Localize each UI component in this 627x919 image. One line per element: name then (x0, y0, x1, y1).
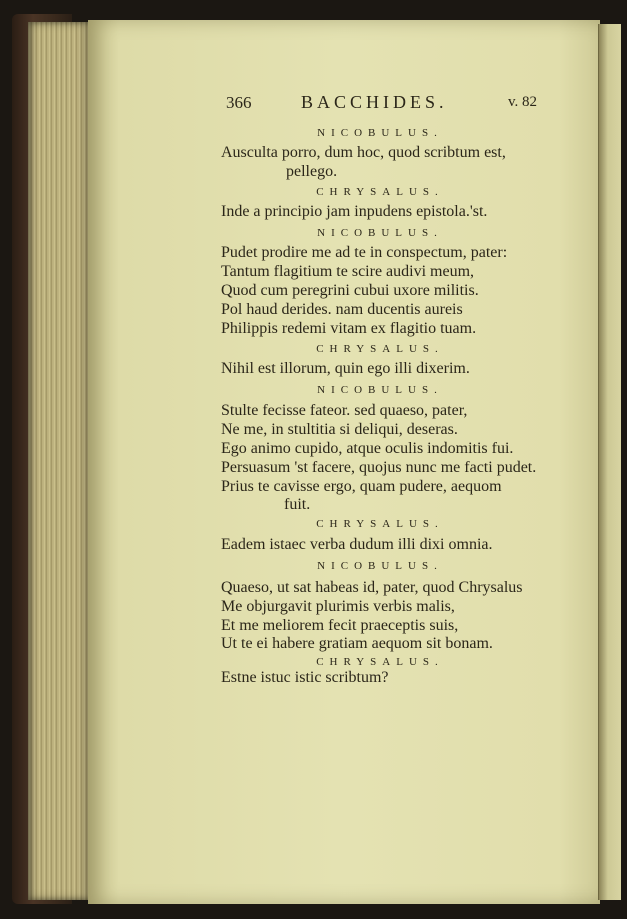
speaker-heading: CHRYSALUS. (316, 186, 444, 198)
facing-page-edge (598, 24, 621, 900)
verse-reference: v. 82 (508, 94, 538, 110)
verse-line: Quaeso, ut sat habeas id, pater, quod Chrysalus (221, 579, 523, 596)
verse-line: Estne istuc istic scribtum? (221, 669, 389, 686)
verse-line: Ausculta porro, dum hoc, quod scribtum est, (221, 144, 506, 161)
verse-line: Philippis redemi vitam ex flagitio tuam. (221, 320, 477, 337)
verse-line: Ne me, in stultitia si deliqui, deseras. (221, 421, 458, 438)
page-edges (28, 22, 92, 900)
verse-line: Stulte fecisse fateor. sed quaeso, pater, (221, 402, 468, 419)
speaker-heading: NICOBULUS. (317, 227, 443, 239)
verse-line: Pol haud derides. nam ducentis aureis (221, 301, 463, 318)
verse-line: Quod cum peregrini cubui uxore militis. (221, 282, 479, 299)
speaker-heading: CHRYSALUS. (316, 656, 444, 668)
speaker-heading: NICOBULUS. (317, 127, 443, 139)
speaker-heading: NICOBULUS. (317, 560, 443, 572)
verse-line: Eadem istaec verba dudum illi dixi omnia. (221, 536, 493, 553)
speaker-heading: CHRYSALUS. (316, 343, 444, 355)
speaker-heading: NICOBULUS. (317, 384, 443, 396)
speaker-heading: CHRYSALUS. (316, 518, 444, 530)
verse-line: Tantum flagitium te scire audivi meum, (221, 263, 475, 280)
verse-line: Inde a principio jam inpudens epistola.'st. (221, 203, 488, 220)
verse-line: Et me meliorem fecit praeceptis suis, (221, 617, 459, 634)
verse-line: Persuasum 'st facere, quojus nunc me facti pudet. (221, 459, 537, 476)
verse-line: Prius te cavisse ergo, quam pudere, aequom (221, 478, 502, 495)
page-number: 366 (226, 93, 252, 112)
verse-line: Ego animo cupido, atque oculis indomitis fui. (221, 440, 514, 457)
verse-line: Me objurgavit plurimis verbis malis, (221, 598, 455, 615)
verse-line: Nihil est illorum, quin ego illi dixerim. (221, 360, 470, 377)
verse-line: pellego. (286, 163, 338, 180)
running-title: BACCHIDES. (301, 92, 448, 112)
verse-line: Pudet prodire me ad te in conspectum, pater: (221, 244, 508, 261)
verse-line: Ut te ei habere gratiam aequom sit bonam. (221, 635, 493, 652)
verse-line: fuit. (284, 496, 311, 513)
